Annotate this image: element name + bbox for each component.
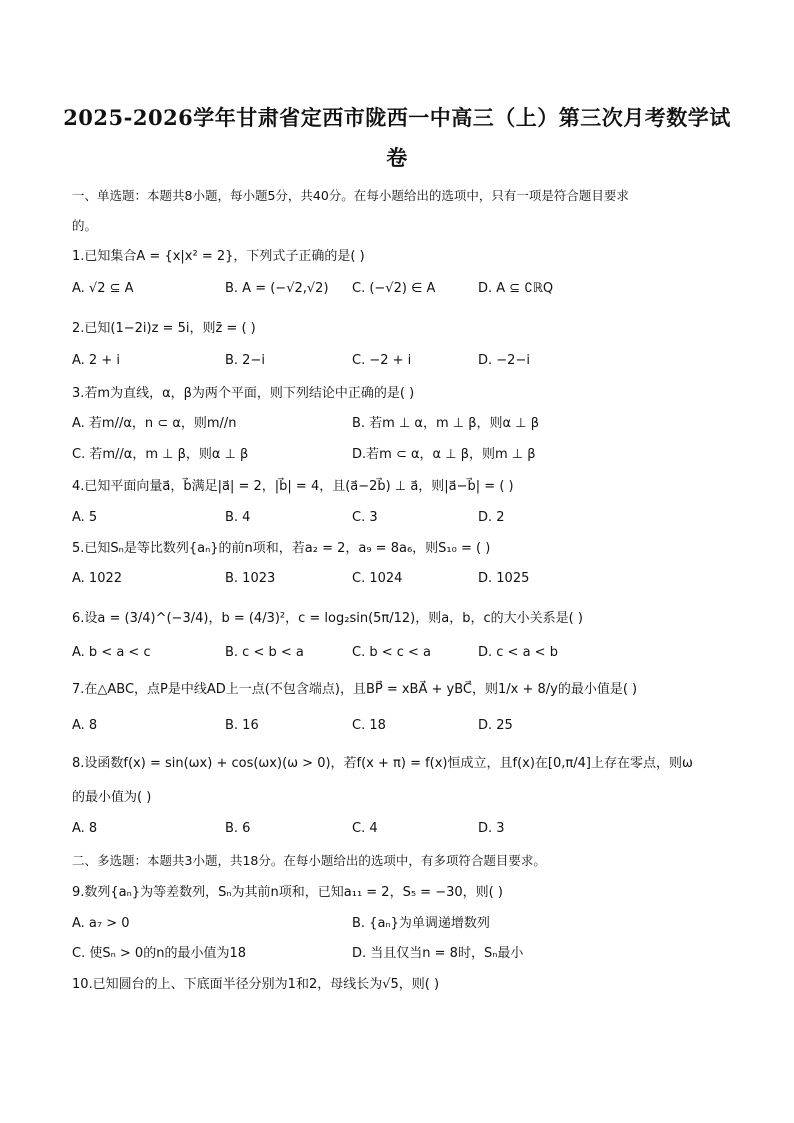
option-b: B. 若m ⊥ α，m ⊥ β，则α ⊥ β <box>352 416 540 431</box>
option-a: A. 若m//α，n ⊂ α，则m//n <box>72 416 237 431</box>
question-7-stem: 7.在△ABC，点P是中线AD上一点(不包含端点)，且BP⃗ = xBA⃗ + yBC⃗，则1/x + 8/y的最小值是( ) <box>72 682 638 697</box>
exam-title-line1: 2025-2026学年甘肃省定西市陇西一中高三（上）第三次月考数学试 <box>63 105 731 130</box>
option-d: D. −2−i <box>478 353 530 368</box>
question-2-stem: 2.已知(1−2i)z = 5i，则z̄ = ( ) <box>72 321 256 336</box>
option-b: B. A = (−√2,√2) <box>225 281 329 296</box>
option-c: C. 3 <box>352 510 378 525</box>
question-10-stem: 10.已知圆台的上、下底面半径分别为1和2，母线长为√5，则( ) <box>72 977 440 992</box>
question-2-options <box>72 351 732 371</box>
option-a: A. 1022 <box>72 571 123 586</box>
option-a: A. 2 + i <box>72 353 120 368</box>
option-b: B. 1023 <box>225 571 276 586</box>
question-9-options-row1 <box>72 914 732 934</box>
option-d: D.若m ⊂ α，α ⊥ β，则m ⊥ β <box>352 447 536 462</box>
section1-heading: 一、单选题：本题共8小题，每小题5分，共40分。在每小题给出的选项中，只有一项是符合题目要求 <box>72 188 629 203</box>
option-c: C. 使Sₙ > 0的n的最小值为18 <box>72 946 246 961</box>
question-6-stem: 6.设a = (3/4)^(−3/4)，b = (4/3)²，c = log₂sin(5π/12)，则a，b，c的大小关系是( ) <box>72 611 583 626</box>
option-c: C. 若m//α，m ⊥ β，则α ⊥ β <box>72 447 249 462</box>
option-b: B. 4 <box>225 510 251 525</box>
option-c: C. 1024 <box>352 571 403 586</box>
option-a: A. 5 <box>72 510 98 525</box>
option-d: D. 2 <box>478 510 505 525</box>
option-a: A. a₇ > 0 <box>72 916 130 931</box>
question-8-stem-cont: 的最小值为( ) <box>72 790 152 805</box>
option-d: D. 25 <box>478 718 513 733</box>
question-9-options-row2 <box>72 944 732 964</box>
question-6-options <box>72 643 732 663</box>
option-a: A. 8 <box>72 718 98 733</box>
option-a: A. 8 <box>72 821 98 836</box>
option-d: D. c < a < b <box>478 645 558 660</box>
option-c: C. 4 <box>352 821 378 836</box>
question-8-options <box>72 819 732 839</box>
option-d: D. 1025 <box>478 571 530 586</box>
option-d: D. 当且仅当n = 8时，Sₙ最小 <box>352 946 524 961</box>
option-b: B. 6 <box>225 821 251 836</box>
option-c: C. (−√2) ∈ A <box>352 281 436 296</box>
section2-heading: 二、多选题：本题共3小题，共18分。在每小题给出的选项中，有多项符合题目要求。 <box>72 853 546 868</box>
section1-heading-cont: 的。 <box>72 218 98 233</box>
question-1-stem: 1.已知集合A = {x|x² = 2}，下列式子正确的是( ) <box>72 249 365 264</box>
option-a: A. b < a < c <box>72 645 151 660</box>
option-d: D. 3 <box>478 821 505 836</box>
question-4-stem: 4.已知平面向量a⃗，b⃗满足|a⃗| = 2，|b⃗| = 4，且(a⃗−2b⃗) ⊥ a⃗，则|a⃗−b⃗| = ( ) <box>72 479 514 494</box>
option-b: B. 16 <box>225 718 259 733</box>
question-4-options <box>72 508 732 528</box>
question-7-options <box>72 716 732 736</box>
option-d: D. A ⊆ ∁ℝQ <box>478 281 554 296</box>
option-c: C. 18 <box>352 718 386 733</box>
question-3-options-row2 <box>72 445 732 465</box>
option-b: B. {aₙ}为单调递增数列 <box>352 916 490 931</box>
option-b: B. c < b < a <box>225 645 304 660</box>
question-5-stem: 5.已知Sₙ是等比数列{aₙ}的前n项和，若a₂ = 2，a₉ = 8a₆，则S₁₀ = ( ) <box>72 541 491 556</box>
question-3-stem: 3.若m为直线，α，β为两个平面，则下列结论中正确的是( ) <box>72 386 415 401</box>
question-5-options <box>72 569 732 589</box>
question-8-stem: 8.设函数f(x) = sin(ωx) + cos(ωx)(ω > 0)，若f(x + π) = f(x)恒成立，且f(x)在[0,π/4]上存在零点，则ω <box>72 756 693 771</box>
question-9-stem: 9.数列{aₙ}为等差数列，Sₙ为其前n项和，已知a₁₁ = 2，S₅ = −30，则( ) <box>72 885 503 900</box>
option-a: A. √2 ⊆ A <box>72 281 134 296</box>
option-b: B. 2−i <box>225 353 265 368</box>
exam-title-line2: 卷 <box>386 145 408 170</box>
question-1-options <box>72 279 732 299</box>
question-3-options-row1 <box>72 414 732 434</box>
option-c: C. b < c < a <box>352 645 432 660</box>
option-c: C. −2 + i <box>352 353 412 368</box>
